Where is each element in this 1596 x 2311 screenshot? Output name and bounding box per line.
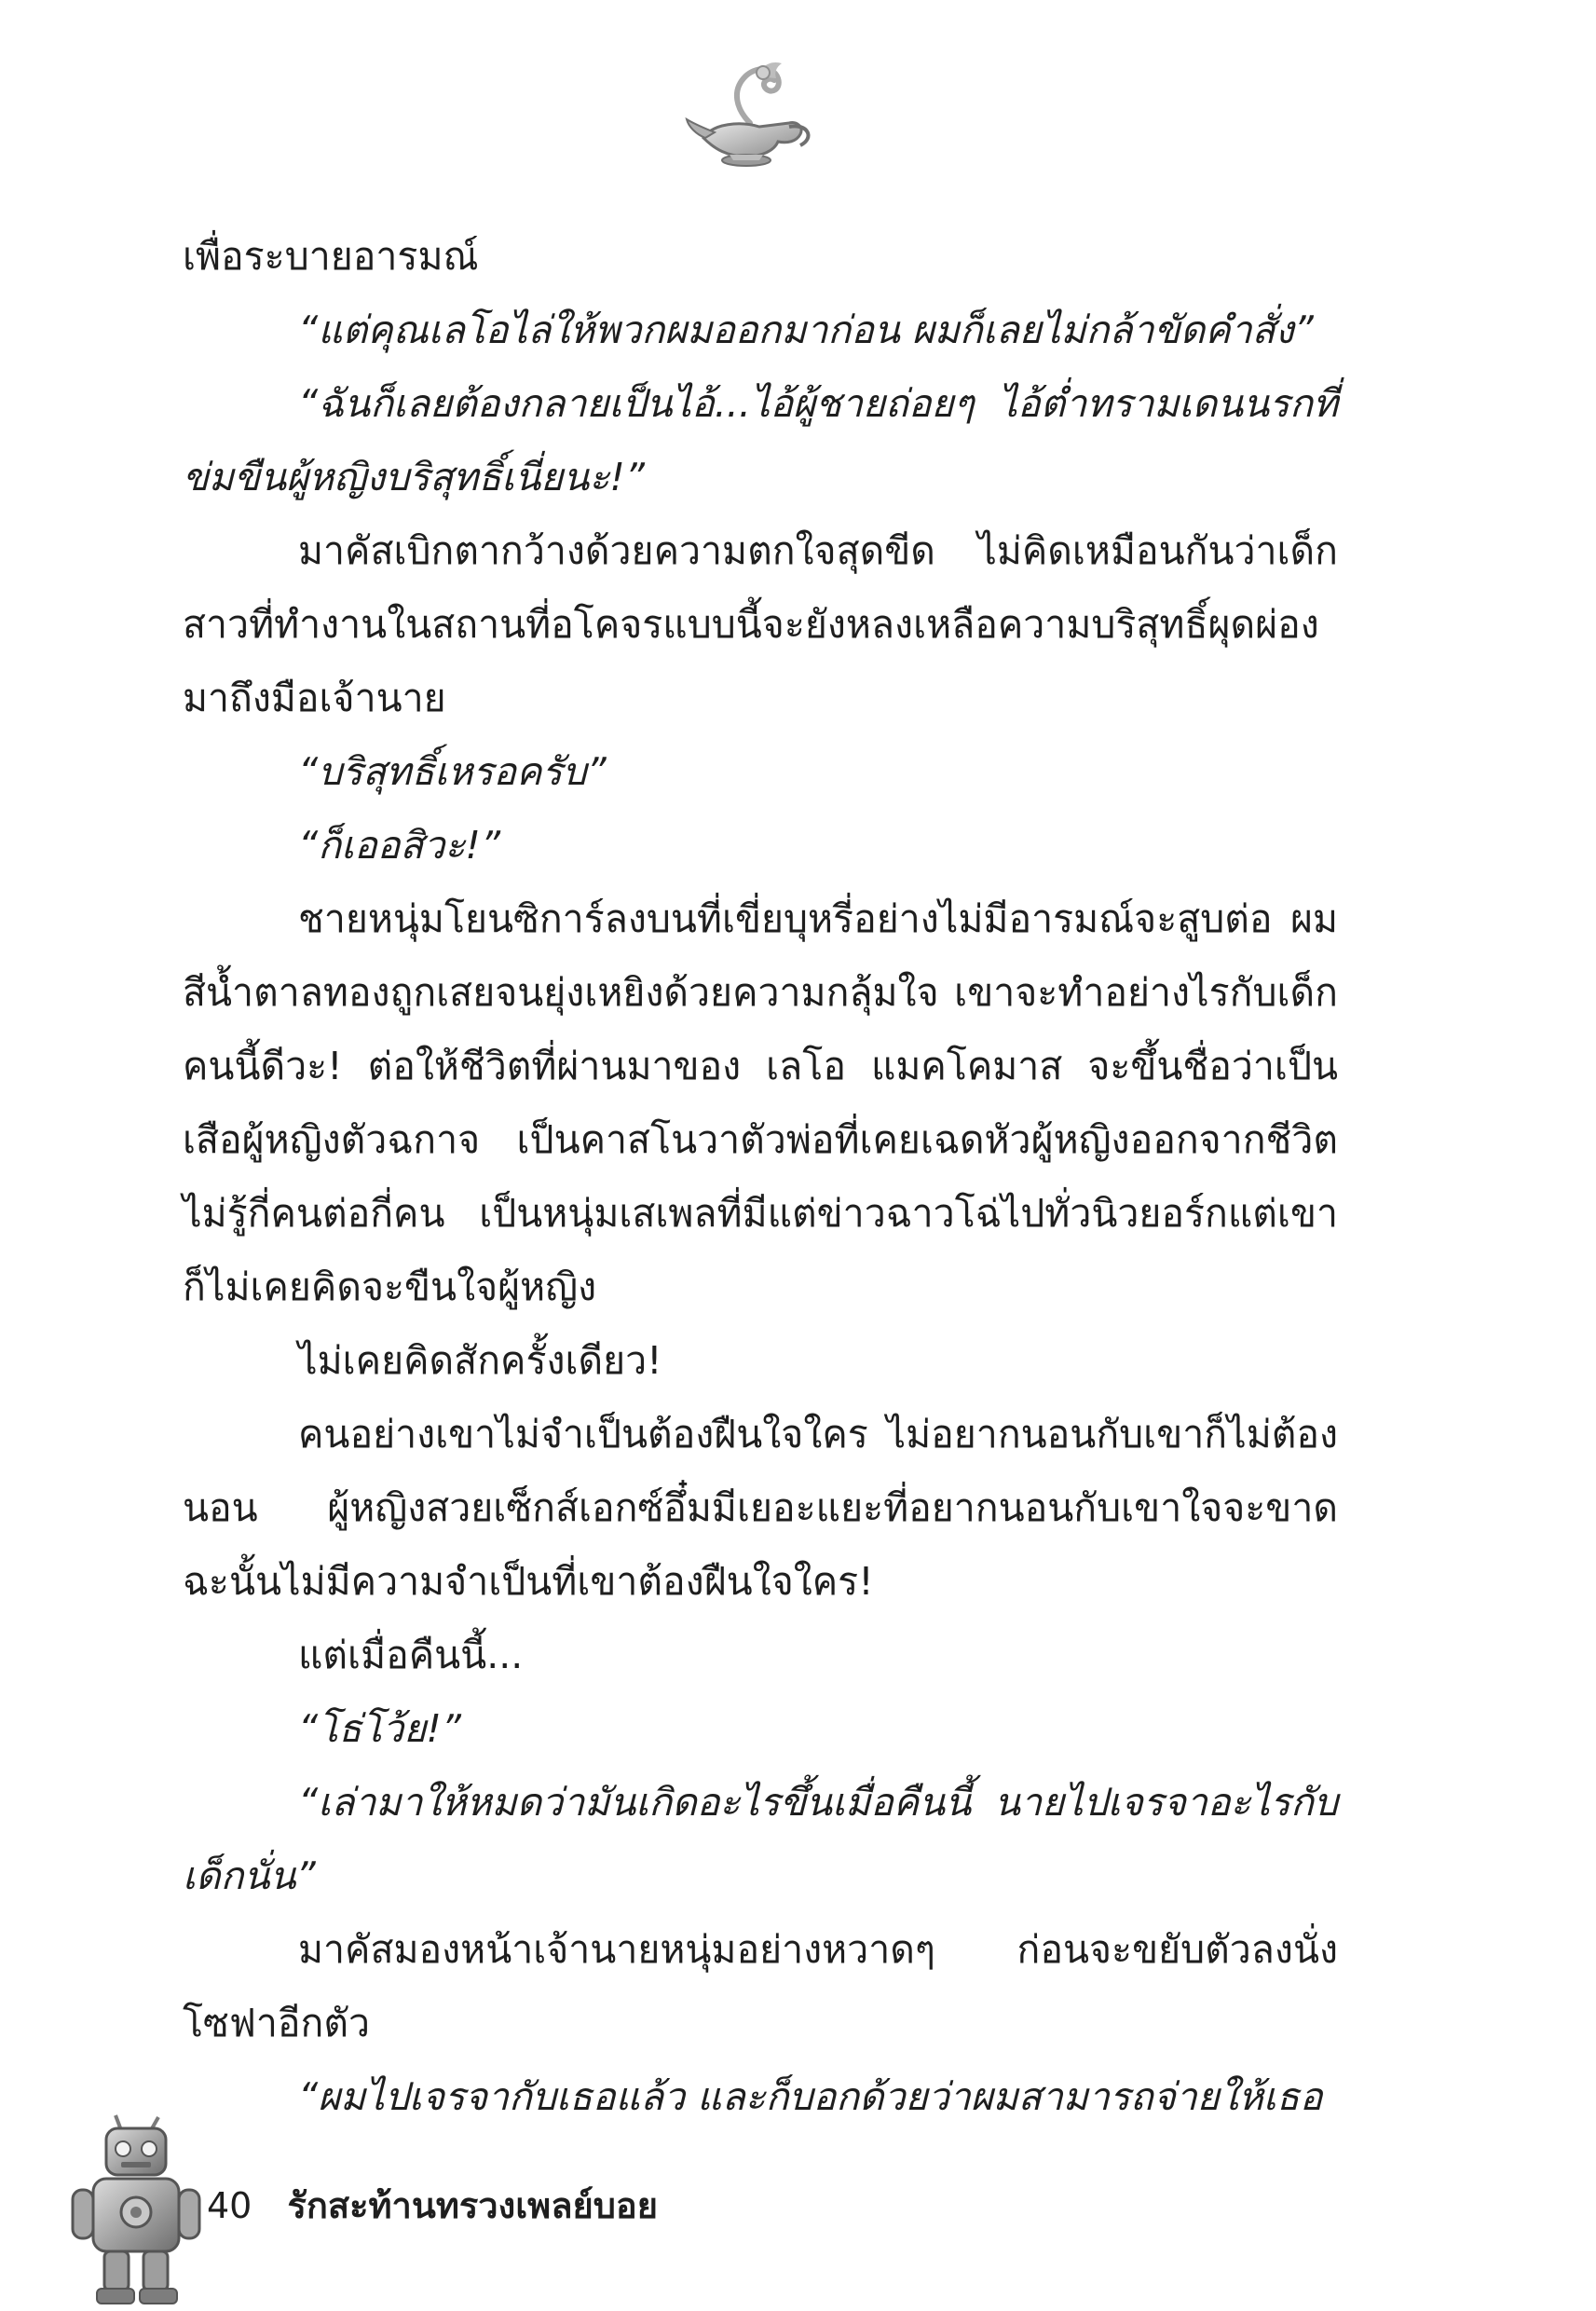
paragraph: “ผมไปเจรจากับเธอแล้ว และก็บอกด้วยว่าผมสามารถจ่ายให้เธอ [298,2074,1323,2119]
paragraph: แต่เมื่อคืนนี้... [298,1633,524,1677]
paragraph: ไม่เคยคิดสักครั้งเดียว! [298,1338,662,1383]
body-text [183,220,1338,2134]
paragraph: มาคัสเบิกตากว้างด้วยความตกใจสุดขีด ไม่คิดเหมือนกันว่าเด็กสาวที่ทำงานในสถานที่อโคจรแบบนี้จะยังหลงเหลือความบริสุทธิ์ผุดผ่องมาถึงมือเจ้านาย [183,528,1338,720]
paragraph: คนอย่างเขาไม่จำเป็นต้องฝืนใจใคร ไม่อยากนอนกับเขาก็ไม่ต้องนอน ผู้หญิงสวยเซ็กส์เอกซ์อึ๋มมีเยอะแยะที่อยากนอนกับเขาใจจะขาดฉะนั้นไม่มีความจำเป็นที่เขาต้องฝืนใจใคร! [183,1412,1338,1604]
paragraph: “บริสุทธิ์เหรอครับ” [298,749,607,794]
robot-icon [65,2113,205,2311]
paragraph: ชายหนุ่มโยนซิการ์ลงบนที่เขี่ยบุหรี่อย่างไม่มีอารมณ์จะสูบต่อ ผมสีน้ำตาลทองถูกเสยจนยุ่งเหยิงด้วยความกลุ้มใจ เขาจะทำอย่างไรกับเด็กคนนี้ดีวะ! ต่อให้ชีวิตที่ผ่านมาของ เลโอ แมคโคมาส จะขึ้นชื่อว่าเป็นเสือผู้หญิงตัวฉกาจ เป็นคาสโนวาตัวพ่อที่เคยเฉดหัวผู้หญิงออกจากชีวิตไม่รู้กี่คนต่อกี่คน เป็นหนุ่มเสเพลที่มีแต่ข่าวฉาวโฉ่ไปทั่วนิวยอร์กแต่เขาก็ไม่เคยคิดจะขืนใจผู้หญิง [183,896,1338,1309]
paragraph: มาคัสมองหน้าเจ้านายหนุ่มอย่างหวาดๆ ก่อนจะขยับตัวลงนั่งโซฟาอีกตัว [183,1927,1338,2045]
book-title: รักสะท้านทรวงเพลย์บอย [287,2185,658,2226]
page-footer [207,2182,658,2229]
paragraph: “แต่คุณเลโอไล่ให้พวกผมออกมาก่อน ผมก็เลยไม่กล้าขัดคำสั่ง” [298,308,1314,352]
paragraph: เพื่อระบายอารมณ์ [183,234,479,279]
paragraph: “เล่ามาให้หมดว่ามันเกิดอะไรขึ้นเมื่อคืนนี้ นายไปเจรจาอะไรกับเด็กนั่น” [183,1780,1338,1898]
paragraph: “ก็เออสิวะ!” [298,823,501,868]
paragraph: “โธ่โว้ย!” [298,1706,462,1751]
paragraph: “ฉันก็เลยต้องกลายเป็นไอ้...ไอ้ผู้ชายถ่อยๆ ไอ้ต่ำทรามเดนนรกที่ข่มขืนผู้หญิงบริสุทธิ์เนี่ยนะ!” [183,381,1338,499]
genie-lamp-icon [685,58,825,170]
page-number: 40 [207,2185,252,2226]
